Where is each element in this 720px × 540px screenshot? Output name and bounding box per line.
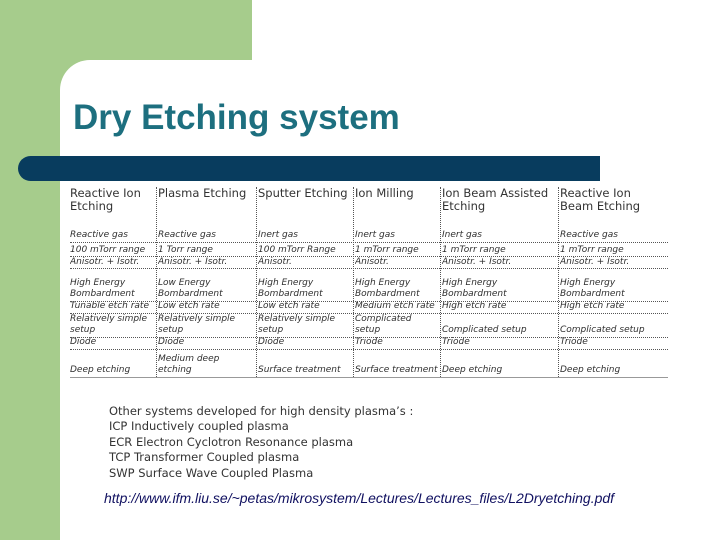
cell-line: Diode (158, 337, 185, 347)
cell-line: Plasma Etching (158, 187, 247, 200)
cell-line: Anisotr. + Isotr. (158, 257, 228, 267)
row-divider (70, 256, 668, 257)
table-cell (442, 268, 558, 301)
cell-line: High Energy (355, 278, 411, 288)
table-cell (442, 257, 558, 268)
cell-line: 100 mTorr range (70, 245, 146, 255)
source-link[interactable]: http://www.ifm.liu.se/~petas/mikrosystem/Lectures/Lectures_files/L2Dryetching.pdf (104, 490, 615, 506)
table-cell (560, 268, 668, 301)
table-cell (442, 313, 558, 337)
table-cell (355, 229, 440, 242)
cell-line: Inert gas (258, 230, 298, 240)
table-row (70, 337, 668, 349)
cell-line: Ion Beam Assisted (442, 187, 549, 200)
cell-line: Inert gas (442, 230, 482, 240)
cell-line: Bombardment (158, 289, 223, 299)
table-row (70, 313, 668, 337)
table-cell (442, 242, 558, 257)
table-row (70, 257, 668, 268)
notes-line: Other systems developed for high density plasma’s : (109, 404, 414, 418)
table-cell (442, 337, 558, 349)
table-row (70, 242, 668, 257)
table-header-row (70, 187, 668, 231)
table-cell (355, 257, 440, 268)
table-cell (560, 242, 668, 257)
cell-line: Relatively simple (70, 314, 148, 324)
row-divider (70, 349, 668, 350)
row-divider (70, 268, 668, 269)
cell-line: Low etch rate (258, 301, 320, 311)
row-divider (70, 242, 668, 243)
table-header-cell (355, 187, 440, 231)
table-cell (158, 349, 256, 377)
title-underline-bar (18, 156, 600, 181)
column-divider (156, 187, 157, 377)
table-cell (70, 349, 156, 377)
column-divider (440, 187, 441, 377)
table-cell (70, 313, 156, 337)
column-divider (558, 187, 559, 377)
cell-line: Anisotr. + Isotr. (70, 257, 140, 267)
cell-line: setup (258, 325, 284, 335)
table-cell (158, 257, 256, 268)
notes-line: ICP Inductively coupled plasma (109, 419, 289, 434)
cell-line: Etching (442, 199, 486, 213)
table-cell (560, 229, 668, 242)
table-cell (70, 337, 156, 349)
cell-line: High Energy (70, 278, 126, 288)
table-row (70, 268, 668, 301)
table-cell (442, 301, 558, 313)
cell-line: Reactive gas (70, 230, 128, 240)
row-divider (70, 337, 668, 338)
cell-line: Bombardment (560, 289, 625, 299)
slide-title: Dry Etching system (73, 98, 400, 137)
cell-line: Surface treatment (258, 365, 341, 375)
row-divider (70, 301, 668, 302)
cell-line: Anisotr. + Isotr. (560, 257, 630, 267)
row-divider (70, 313, 668, 314)
notes-line: TCP Transformer Coupled plasma (109, 450, 300, 465)
cell-line: Anisotr. (355, 257, 389, 267)
cell-line: Complicated (355, 314, 412, 324)
table-cell (560, 257, 668, 268)
cell-line: Low Energy (158, 278, 211, 288)
table-cell (560, 301, 668, 313)
cell-line: Etching (70, 199, 114, 213)
table-cell (70, 242, 156, 257)
table-cell (258, 229, 353, 242)
column-divider (256, 187, 257, 377)
cell-line: 1 mTorr range (355, 245, 419, 255)
table-cell (355, 242, 440, 257)
cell-line: 1 mTorr range (442, 245, 506, 255)
table-cell (70, 268, 156, 301)
table-cell (158, 301, 256, 313)
table-cell (158, 268, 256, 301)
cell-line: 100 mTorr Range (258, 245, 336, 255)
cell-line: Relatively simple (258, 314, 336, 324)
table-row (70, 229, 668, 242)
cell-line: Reactive Ion (560, 187, 631, 200)
cell-line: High Energy (258, 278, 314, 288)
table-cell (258, 349, 353, 377)
cell-line: Complicated setup (442, 325, 527, 335)
decorative-green-strip (0, 155, 60, 540)
column-divider (353, 187, 354, 377)
cell-line: Diode (258, 337, 285, 347)
notes-line: SWP Surface Wave Coupled Plasma (109, 465, 314, 480)
table-cell (560, 313, 668, 337)
cell-line: Beam Etching (560, 199, 641, 213)
cell-line: Deep etching (70, 365, 131, 375)
table-header-cell (560, 187, 668, 231)
table-cell (355, 349, 440, 377)
table-cell (258, 301, 353, 313)
cell-line: Medium deep (158, 354, 220, 364)
cell-line: Ion Milling (355, 187, 414, 200)
table-cell (70, 229, 156, 242)
cell-line: High Energy (560, 278, 616, 288)
cell-line: etching (158, 365, 192, 375)
cell-line: Deep etching (560, 365, 621, 375)
table-cell (258, 313, 353, 337)
cell-line: Low etch rate (158, 301, 220, 311)
table-cell (355, 268, 440, 301)
cell-line: Anisotr. (258, 257, 292, 267)
table-cell (442, 349, 558, 377)
cell-line: Triode (355, 337, 383, 347)
table-header-cell (70, 187, 156, 231)
cell-line: Reactive gas (560, 230, 618, 240)
cell-line: Reactive Ion (70, 187, 141, 200)
cell-line: Diode (70, 337, 97, 347)
table-cell (70, 301, 156, 313)
cell-line: Surface treatment (355, 365, 438, 375)
cell-line: 1 mTorr range (560, 245, 624, 255)
cell-line: setup (355, 325, 381, 335)
cell-line: Anisotr. + Isotr. (442, 257, 512, 267)
cell-line: Complicated setup (560, 325, 645, 335)
table-cell (258, 242, 353, 257)
table-cell (258, 257, 353, 268)
table-header-cell (258, 187, 353, 231)
table-cell (355, 337, 440, 349)
cell-line: Tunable etch rate (70, 301, 149, 311)
table-row (70, 349, 668, 377)
table-cell (442, 229, 558, 242)
table-cell (355, 301, 440, 313)
table-cell (560, 337, 668, 349)
cell-line: High Energy (442, 278, 498, 288)
table-cell (158, 313, 256, 337)
cell-line: High etch rate (442, 301, 507, 311)
cell-line: Deep etching (442, 365, 503, 375)
table-cell (355, 313, 440, 337)
cell-line: Sputter Etching (258, 187, 348, 200)
notes-line: ECR Electron Cyclotron Resonance plasma (109, 434, 354, 449)
table-header-cell (158, 187, 256, 231)
table-cell (158, 242, 256, 257)
comparison-table (70, 187, 668, 377)
cell-line: Medium etch rate (355, 301, 435, 311)
cell-line: High etch rate (560, 301, 625, 311)
table-bottom-rule (70, 377, 668, 378)
cell-line: Bombardment (258, 289, 323, 299)
table-cell (158, 229, 256, 242)
table-cell (158, 337, 256, 349)
cell-line: Triode (560, 337, 588, 347)
table-cell (258, 337, 353, 349)
table-cell (70, 257, 156, 268)
cell-line: Bombardment (70, 289, 135, 299)
cell-line: Bombardment (442, 289, 507, 299)
table-cell (560, 349, 668, 377)
table-cell (258, 268, 353, 301)
table-header-cell (442, 187, 558, 231)
cell-line: 1 Torr range (158, 245, 213, 255)
notes-block (109, 404, 413, 481)
cell-line: setup (158, 325, 184, 335)
cell-line: setup (70, 325, 96, 335)
cell-line: Relatively simple (158, 314, 236, 324)
table-row (70, 301, 668, 313)
cell-line: Bombardment (355, 289, 420, 299)
cell-line: Inert gas (355, 230, 395, 240)
cell-line: Triode (442, 337, 470, 347)
cell-line: Reactive gas (158, 230, 216, 240)
